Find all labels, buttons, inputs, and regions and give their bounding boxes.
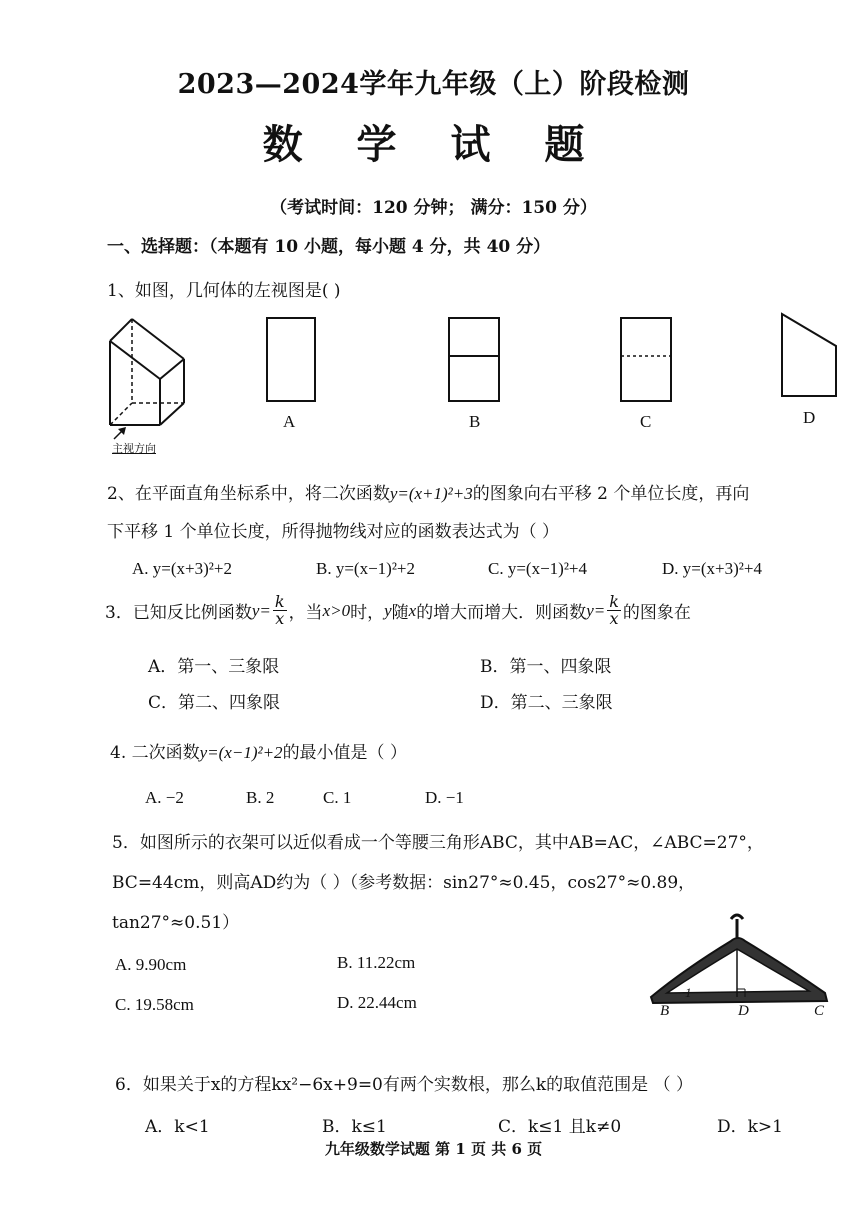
q5-option-b: B. 11.22cm (337, 953, 416, 972)
q4-option-a: A. −2 (145, 788, 184, 807)
q3-frac-num: k (274, 592, 285, 611)
q5-stem-line2: BC=44cm，则高AD约为（ ）（参考数据：sin27°≈0.45，cos27°≈0.89， (112, 873, 696, 893)
q3-option-d: D．第二、三象限 (480, 693, 613, 713)
q4-expression: y=(x−1)²+2 (199, 743, 283, 762)
exam-title: 2023—2024学年九年级（上）阶段检测 (177, 69, 690, 100)
q3-func-lhs: y= (251, 600, 271, 620)
q4-stem (110, 738, 407, 763)
q1-option-a-label: A (283, 412, 296, 431)
q3-frac-den: x (275, 609, 285, 628)
q4-option-d: D. −1 (425, 788, 464, 807)
q1-option-b-label: B (469, 412, 481, 431)
q2-stem-a: 2、在平面直角坐标系中，将二次函数 (107, 484, 390, 504)
q1-option-d-label: D (803, 408, 816, 427)
q2-stem-b: 的图象向右平移 2 个单位长度，再向 (472, 484, 750, 504)
q6-option-a: A．k<1 (145, 1117, 210, 1137)
q3-condition: x>0 (322, 600, 351, 620)
q1-option-a-figure (266, 317, 316, 402)
q1-option-d-figure (780, 312, 840, 402)
exam-info: （考试时间：120 分钟； 满分：150 分） (270, 198, 597, 218)
point-d-label: D (738, 1003, 749, 1019)
q3-option-c: C．第二、四象限 (148, 693, 281, 713)
point-b-label: B (660, 1003, 670, 1019)
q4-stem-b: 的最小值是（ ） (282, 743, 407, 763)
q3-stem-h: 的增大而增大．则函数 (416, 603, 587, 623)
section-heading: 一、选择题：（本题有 10 小题，每小题 4 分，共 40 分） (107, 237, 551, 257)
q3-fraction (273, 594, 287, 627)
q3-frac-den-2: x (609, 609, 619, 628)
q6-option-d: D．k>1 (717, 1117, 783, 1137)
q3-fraction-2 (607, 594, 621, 627)
q3-stem-f: 随 (391, 603, 409, 623)
q1-solid-figure (100, 315, 200, 455)
q2-stem-line2: 下平移 1 个单位长度，所得抛物线对应的函数表达式为（ ） (107, 522, 560, 542)
view-direction-label: 主视方向 (112, 442, 156, 455)
q1-stem: 1、如图，几何体的左视图是( ) (107, 281, 341, 301)
q5-option-d: D. 22.44cm (337, 993, 417, 1012)
q3-func-lhs-2: y= (586, 600, 606, 620)
q5-stem-line1: 5．如图所示的衣架可以近似看成一个等腰三角形ABC，其中AB=AC，∠ABC=27°， (112, 833, 764, 853)
angle-1-label: 1 (685, 985, 692, 1000)
q3-var-y: y (384, 600, 392, 620)
q3-var-x: x (408, 600, 417, 620)
q1-option-c-label: C (640, 412, 652, 431)
q5-stem-line3: tan27°≈0.51） (112, 913, 240, 933)
q4-option-b: B. 2 (246, 788, 275, 807)
q2-option-d: D. y=(x+3)²+4 (662, 559, 762, 578)
q1-option-b-figure (448, 317, 500, 402)
q3-stem-i: 的图象在 (622, 603, 691, 623)
q4-stem-a: 4. 二次函数 (110, 743, 200, 763)
page-footer: 九年级数学试题 第 1 页 共 6 页 (324, 1140, 543, 1158)
q5-option-c: C. 19.58cm (115, 995, 194, 1014)
q3-option-b: B．第一、四象限 (480, 657, 612, 677)
q4-option-c: C. 1 (323, 788, 352, 807)
q3-stem (105, 594, 691, 627)
q3-option-a: A．第一、三象限 (148, 657, 280, 677)
q5-option-a: A. 9.90cm (115, 955, 187, 974)
q2-stem-line1 (107, 479, 749, 504)
q2-option-c: C. y=(x−1)²+4 (488, 559, 588, 578)
q6-stem: 6．如果关于x的方程kx²−6x+9=0有两个实数根，那么k的取值范围是 （ ） (115, 1075, 693, 1095)
q3-stem-a: 3．已知反比例函数 (105, 603, 252, 623)
q3-stem-b: ，当 (288, 603, 323, 623)
q2-expression: y=(x+1)²+3 (389, 484, 473, 503)
q2-option-b: B. y=(x−1)²+2 (316, 559, 416, 578)
point-c-label: C (814, 1003, 825, 1019)
q1-option-c-figure (620, 317, 672, 402)
q2-option-a: A. y=(x+3)²+2 (132, 559, 232, 578)
q6-option-b: B．k≤1 (322, 1117, 387, 1137)
q3-frac-num-2: k (609, 592, 619, 611)
subject-title: 数 学 试 题 (262, 121, 605, 168)
q6-option-c: C．k≤1 且k≠0 (498, 1117, 622, 1137)
q3-stem-d: 时， (350, 603, 385, 623)
